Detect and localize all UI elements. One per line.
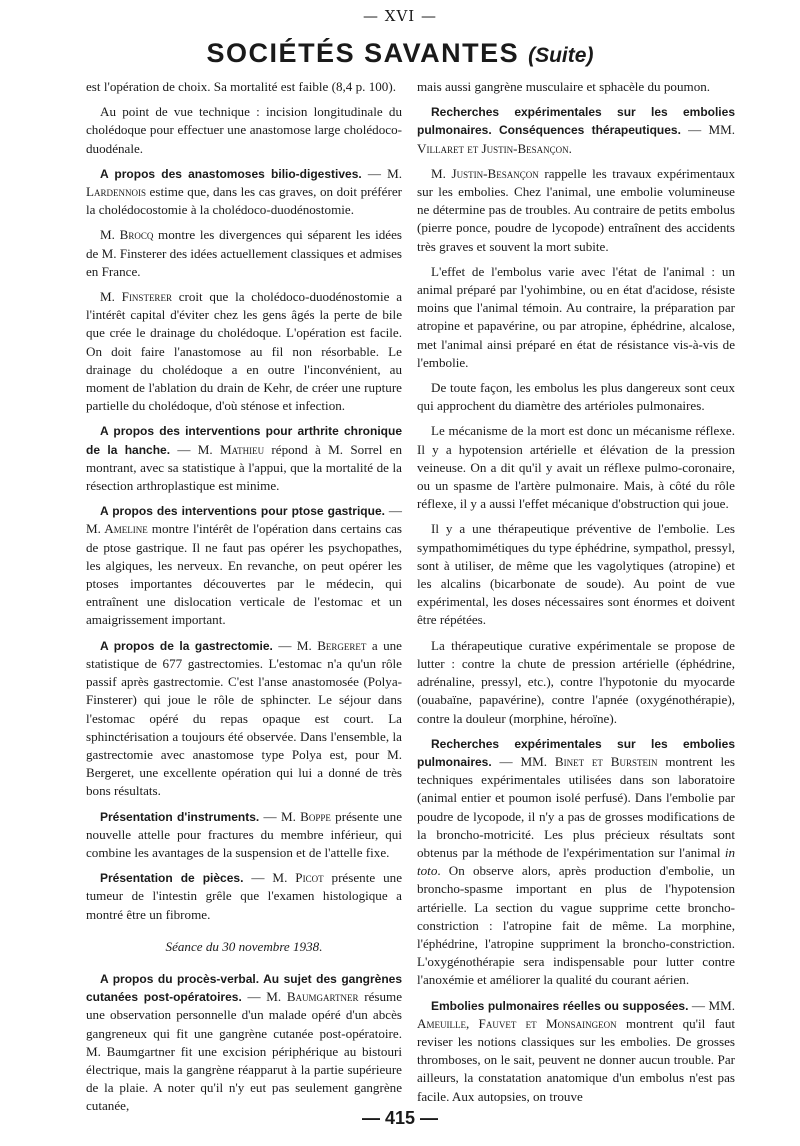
paragraph	[86, 808, 402, 863]
dash: —	[243, 870, 273, 886]
paragraph: L'effet de l'embolus varie avec l'état de l'animal : un animal préparé par l'yohimbine, ou en état d'acidose, résiste moins que l'animal témoin. Au contraire, la préparation par atropine et papavérine, ou par atropine, éphédrine, alcalose, met l'animal ainsi préparé en état de résistance vis-à-vis de l'embolie.	[417, 263, 735, 370]
paragraph: est l'opération de choix. Sa mortalité est faible (8,4 p. 100).	[86, 79, 396, 94]
author-name: MM. Binet et Burstein	[520, 753, 658, 769]
left-column	[86, 78, 402, 1123]
paragraph	[86, 502, 402, 629]
paragraph-text: montre l'intérêt de l'opération dans certains cas de ptose gastrique. Il ne faut pas opérer les psychopathes, les algiques, les nerveux. En revanche, on peut opérer les ptoses importantes découvertes par le médecin, qui entraînent une dislocation verticale de l'estomac et un amaigrissement important.	[86, 521, 402, 628]
author-name: M. Ameline	[86, 521, 148, 537]
paragraph: La thérapeutique curative expérimentale se propose de lutter : contre la chute de pression artérielle (éphédrine, adrénaline, pressyl, etc.), contre l'hypotonie du myocarde (ouabaïne, papavérine), contre l'apnée (oxygénothérapie), contre la douleur (morphine, héroïne).	[417, 637, 735, 726]
section-title-suite: (Suite)	[528, 44, 594, 67]
paragraph	[86, 226, 402, 281]
paragraph-text: présente une nouvelle attelle pour fractures du membre inférieur, qui combine les avantages de la suspension et de l'attelle fixe.	[86, 808, 403, 860]
paragraph-heading: A propos de la gastrectomie.	[100, 638, 273, 653]
paragraph	[417, 735, 735, 990]
author-name: M. Boppe	[280, 808, 331, 824]
paragraph-heading: Présentation d'instruments.	[100, 809, 260, 824]
dash: —	[491, 753, 521, 769]
paragraph-text: présente une tumeur de l'intestin grêle que l'examen histologique a montré être un fibrome.	[86, 870, 403, 922]
dash: —	[259, 808, 281, 824]
author-name: M. Mathieu	[197, 441, 265, 457]
author-name: MM. Ameuille, Fauvet et Monsaingeon	[417, 997, 735, 1031]
dash: —	[241, 989, 267, 1005]
author-name: M. Bergeret	[296, 637, 367, 653]
paragraph	[86, 869, 402, 924]
paragraph-text: . On observe alors, après production d'embolie, un broncho-spasme important en plus de l'hypotension artérielle. La section du vague supprime cette broncho-constriction : l'atropine fait de même. La morphine, l'éphédrine, l'atropine suppriment la broncho-constriction. L'oxygénothérapie sera indispensable pour lutter contre l'anoxémie et améliorer la qualité du courant aérien.	[417, 863, 735, 988]
paragraph: Il y a une thérapeutique préventive de l'embolie. Les sympathomimétiques du type éphédrine, sympathol, pressyl, sont à utiliser, de même que les vagolytiques (atropine) et les alcalins (bicarbonate de soude). Au point de vue expérimental, les doses nécessaires sont énormes et doivent être répétées.	[417, 521, 735, 628]
dash: —	[170, 441, 198, 457]
paragraph	[86, 970, 402, 1116]
paragraph-heading: Recherches expérimentales sur les embolies pulmonaires. Conséquences thérapeutiques.	[417, 105, 735, 138]
paragraph-heading: Présentation de pièces.	[100, 871, 244, 886]
paragraph: Au point de vue technique : incision longitudinale du cholédoque pour effectuer une anastomose large cholédoco-duodénale.	[86, 104, 402, 156]
paragraph	[86, 288, 402, 415]
author-name: M. Justin-Besançon	[431, 165, 539, 181]
paragraph	[417, 103, 735, 158]
paragraph: Le mécanisme de la mort est donc un mécanisme réflexe. Il y a hypotension artérielle et élévation de la pression veineuse. On a dit qu'il y avait un réflexe pulmo-coronaire, ou un spasme de l'artère pulmonaire. Mais, à côté du rôle réflexe, il y a aussi l'effet mécanique d'obstruction qui joue.	[417, 423, 735, 512]
paragraph-heading: Embolies pulmonaires réelles ou supposées.	[431, 998, 689, 1013]
section-title	[0, 38, 800, 69]
dash: —	[361, 165, 388, 181]
paragraph: De toute façon, les embolus les plus dangereux sont ceux qui approchent du diamètre des artérioles pulmonaires.	[417, 380, 735, 414]
paragraph	[417, 997, 735, 1106]
author-name: M. Finsterer	[100, 289, 172, 305]
paragraph	[86, 637, 402, 801]
dash: —	[384, 503, 402, 519]
session-date-heading: Séance du 30 novembre 1938.	[165, 938, 323, 954]
author-name: M. Lardennois	[86, 165, 402, 200]
paragraph-text: croit que la cholédoco-duodénostomie a l'intérêt capital d'éviter chez les gens âgés la perte de bile que crée le drainage du cholédoque. L'opération est facile. On doit faire l'anastomose au fil non résorbable. Le drainage du cholédoque a en outre l'inconvénient, au moment de l'ablation du drain de Kehr, de créer une rupture partielle du cholédoque, d'où sténose et infection.	[86, 289, 402, 414]
section-title-text: SOCIÉTÉS SAVANTES	[206, 38, 520, 68]
paragraph-heading: Recherches expérimentales sur les embolies pulmonaires.	[417, 736, 735, 769]
paragraph-text: résume une observation personnelle d'un malade opéré d'un abcès gangreneux qui fit une gangrène cutanée post-opératoire. M. Baumgartner fit une excision périphérique au bistouri électrique, mais la gangrène réapparut à la partie supérieure de la plaie. A noter qu'il n'y eut pas seulement gangrène cutanée,	[86, 989, 403, 1114]
paragraph	[86, 165, 402, 220]
dash: —	[272, 637, 297, 653]
roman-page-marker: — XVI —	[363, 7, 437, 25]
paragraph-text: montre les divergences qui séparent les idées de M. Finsterer des idées actuellement classiques et admises en France.	[86, 227, 402, 279]
author-name: M. Brocq	[100, 227, 154, 243]
paragraph-heading: A propos du procès-verbal. Au sujet des gangrènes cutanées post-opératoires.	[86, 971, 402, 1005]
author-name: M. Baumgartner	[266, 989, 359, 1005]
page-number: — 415 —	[361, 1108, 439, 1128]
paragraph-text: montrent qu'il faut reviser les notions classiques sur les embolies. De grosses thromboses, on le sait, peuvent ne donner aucun trouble. Par ailleurs, la constatation anatomique d'un embolus n'est pas facile. Aux autopsies, on trouve	[417, 1015, 735, 1104]
author-name: MM. Villaret et Justin-Besançon.	[417, 122, 736, 156]
paragraph-heading: A propos des interventions pour ptose gastrique.	[100, 504, 385, 519]
paragraph-heading: A propos des interventions pour arthrite chronique de la hanche.	[86, 424, 402, 457]
italic-term: in toto	[417, 844, 735, 879]
paragraph: mais aussi gangrène musculaire et sphacèle du poumon.	[417, 79, 711, 94]
paragraph-text: répond à M. Sorrel en montrant, avec sa statistique à l'appui, que la mortalité de la résection arthroplastique est minime.	[86, 441, 403, 494]
paragraph-text: a une statistique de 677 gastrectomies. L'estomac n'a qu'un rôle passif après gastrectomie. C'est l'anse anastomosée (Polya-Finsterer) qui joue le rôle de sphincter. Le séjour dans l'estomac opéré du repas opaque est court. La sphinctérisation a toujours été observée. Dans l'ensemble, la gastrectomie avec anastomose type Polya est, pour M. Bergeret, une excellente opération qui lui a donné de très bons résultats.	[86, 637, 402, 799]
paragraph	[86, 422, 402, 495]
paragraph-text: montrent les techniques expérimentales utilisées dans son laboratoire (animal entier et poumon isolé perfusé). Dans l'embolie par poudre de lycopode, il n'y a pas de grosses modifications de la broncho-motricité. Les plus précieux résultats sont obtenus par la méthode de l'expérimentation sur l'animal	[417, 753, 735, 860]
dash: —	[680, 122, 709, 138]
paragraph-text: rappelle les travaux expérimentaux sur les embolies. Chez l'animal, une embolie volumineuse ne détermine pas de troubles. Au contraire de petits embolus (pierre ponce, poudre de lycopode) entraînent des accidents très graves et souvent la mort subite.	[417, 165, 735, 254]
right-column	[417, 78, 735, 1113]
paragraph-heading: A propos des anastomoses bilio-digestives.	[100, 166, 362, 181]
dash: —	[688, 997, 709, 1013]
paragraph-text: estime que, dans les cas graves, on doit préférer la cholédocostomie à la cholédoco-duodénostomie.	[86, 184, 402, 218]
paragraph	[417, 165, 735, 256]
author-name: M. Picot	[272, 870, 324, 886]
